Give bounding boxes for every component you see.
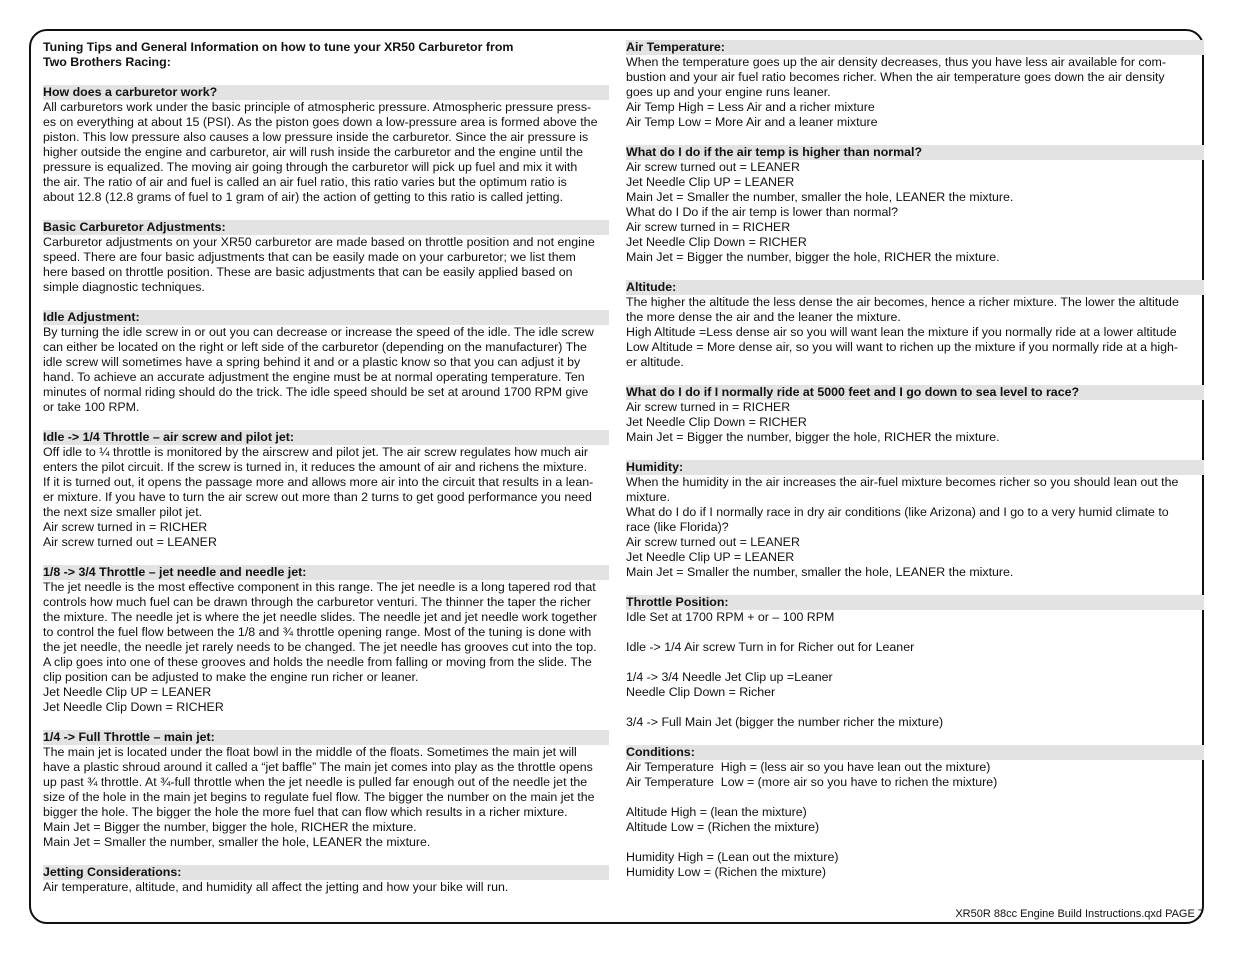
section-text-line: goes up and your engine runs leaner.	[626, 85, 831, 99]
section	[626, 280, 1204, 370]
section-text-line: speed. There are four basic adjustments that can be easily made on your carburetor; we list them	[43, 250, 576, 264]
section-text-line: hand. To achieve an accurate adjustment the engine must be at normal operating temperature. Ten	[43, 370, 585, 384]
section-text-line: size of the hole in the main jet begins to regulate fuel flow. The bigger the number on the main jet the	[43, 790, 595, 804]
section-text-line: Needle Clip Down = Richer	[626, 685, 776, 699]
section-heading: What do I do if I normally ride at 5000 feet and I go down to sea level to race?	[626, 385, 1204, 400]
section-text-line: All carburetors work under the basic principle of atmospheric pressure. Atmospheric pressure press-	[43, 100, 592, 114]
section-heading: Conditions:	[626, 745, 1204, 760]
section-text-line: Altitude High = (lean the mixture)	[626, 805, 807, 819]
section-text-line: By turning the idle screw in or out you can decrease or increase the speed of the idle. The idle screw	[43, 325, 594, 339]
section-text-line: the jet needle, the needle jet rarely needs to be changed. The jet needle has grooves cut into the top.	[43, 640, 597, 654]
section-text-line: Air screw turned out = LEANER	[626, 160, 800, 174]
section	[43, 730, 609, 850]
section	[43, 565, 609, 715]
blank-line	[626, 835, 1204, 850]
section-text-line: have a plastic shroud around it called a “jet baffle” The main jet comes into play as the throttle opens	[43, 760, 593, 774]
section-text-line: Air temperature, altitude, and humidity all affect the jetting and how your bike will run.	[43, 880, 509, 894]
section-text-line: Altitude Low = (Richen the mixture)	[626, 820, 820, 834]
section-text-line: What do I do if I normally race in dry air conditions (like Arizona) and I go to a very humid climate to	[626, 505, 1169, 519]
section-text-line: idle screw will sometimes have a spring behind it and or a plastic know so that you can adjust it by	[43, 355, 581, 369]
section-text-line: The higher the altitude the less dense the air becomes, hence a richer mixture. The lower the altitude	[626, 295, 1179, 309]
section-heading: 1/4 -> Full Throttle – main jet:	[43, 730, 609, 745]
section-text-line: What do I Do if the air temp is lower than normal?	[626, 205, 899, 219]
section-text-line: 1/4 -> 3/4 Needle Jet Clip up =Leaner	[626, 670, 833, 684]
section-text-line: Air screw turned in = RICHER	[626, 220, 791, 234]
section-text-line: 3/4 -> Full Main Jet (bigger the number richer the mixture)	[626, 715, 944, 729]
section-heading: Idle -> 1/4 Throttle – air screw and pilot jet:	[43, 430, 609, 445]
section-text-line: Humidity Low = (Richen the mixture)	[626, 865, 827, 879]
blank-line	[626, 700, 1204, 715]
section-text-line: A clip goes into one of these grooves and holds the needle from falling or moving from the slide. The	[43, 655, 592, 669]
section-text-line: Main Jet = Smaller the number, smaller the hole, LEANER the mixture.	[626, 190, 1014, 204]
section-heading: Throttle Position:	[626, 595, 1204, 610]
section-text-line: Main Jet = Smaller the number, smaller the hole, LEANER the mixture.	[43, 835, 431, 849]
left-sections	[43, 85, 609, 895]
section-text-line: piston. This low pressure also causes a low pressure inside the carburetor. Since the air pressure is	[43, 130, 589, 144]
section	[626, 595, 1204, 730]
blank-line	[626, 790, 1204, 805]
section-text-line: er mixture. If you have to turn the air screw out more than 2 turns to get good performance you need	[43, 490, 592, 504]
section-text-line: Air Temp Low = More Air and a leaner mixture	[626, 115, 878, 129]
section-text-line: about 12.8 (12.8 grams of fuel to 1 gram of air) the action of getting to this ratio is called jetting.	[43, 190, 564, 204]
section-text-line: Idle Set at 1700 RPM + or – 100 RPM	[626, 610, 835, 624]
section	[626, 385, 1204, 445]
section	[626, 745, 1204, 880]
section	[43, 430, 609, 550]
section-heading: What do I do if the air temp is higher than normal?	[626, 145, 1204, 160]
section-text-line: er altitude.	[626, 355, 684, 369]
section-text-line: The jet needle is the most effective component in this range. The jet needle is a long tapered rod that	[43, 580, 596, 594]
section-text-line: here based on throttle position. These are basic adjustments that can be easily applied based on	[43, 265, 573, 279]
section-text-line: Jet Needle Clip Down = RICHER	[626, 235, 807, 249]
page-title	[43, 40, 609, 70]
section-text-line: Air screw turned out = LEANER	[626, 535, 800, 549]
section-text-line: High Altitude =Less dense air so you will want lean the mixture if you normally ride at a lower altitude	[626, 325, 1177, 339]
section-text-line: Main Jet = Bigger the number, bigger the hole, RICHER the mixture.	[626, 430, 1000, 444]
section-text-line: Air Temp High = Less Air and a richer mixture	[626, 100, 875, 114]
section-text-line: When the temperature goes up the air density decreases, thus you have less air available for com-	[626, 55, 1166, 69]
section-text-line: or take 100 RPM.	[43, 400, 140, 414]
section-text-line: Low Altitude = More dense air, so you will want to richen up the mixture if you normally ride at a high-	[626, 340, 1179, 354]
section-text-line: higher outside the engine and carburetor, air will rush inside the carburetor and the engine until the	[43, 145, 584, 159]
left-column	[43, 40, 609, 910]
section-text-line: When the humidity in the air increases the air-fuel mixture becomes richer so you should lean out the	[626, 475, 1179, 489]
section-text-line: the more dense the air and the leaner the mixture.	[626, 310, 901, 324]
section-text-line: controls how much fuel can be drawn through the carburetor venturi. The thinner the taper the richer	[43, 595, 592, 609]
section-text-line: Air screw turned in = RICHER	[43, 520, 208, 534]
section-text-line: bigger the hole. The bigger the hole the more fuel that can flow which results in a richer mixture.	[43, 805, 568, 819]
section	[43, 220, 609, 295]
section	[626, 40, 1204, 130]
section-text-line: minutes of normal riding should do the trick. The idle speed should be set at around 1700 RPM give	[43, 385, 589, 399]
section-text-line: Jet Needle Clip Down = RICHER	[626, 415, 807, 429]
section-text-line: The main jet is located under the float bowl in the middle of the floats. Sometimes the main jet will	[43, 745, 577, 759]
section-text-line: mixture.	[626, 490, 671, 504]
section	[626, 145, 1204, 265]
section-text-line: Air Temperature High = (less air so you have lean out the mixture)	[626, 760, 991, 774]
section-text-line: enters the pilot circuit. If the screw is turned in, it reduces the amount of air and richens the mixture.	[43, 460, 588, 474]
section-text-line: Jet Needle Clip UP = LEANER	[626, 550, 795, 564]
section-text-line: Air screw turned in = RICHER	[626, 400, 791, 414]
section-text-line: Main Jet = Smaller the number, smaller the hole, LEANER the mixture.	[626, 565, 1014, 579]
section-text-line: Air screw turned out = LEANER	[43, 535, 217, 549]
blank-line	[626, 625, 1204, 640]
section-text-line: If it is turned out, it opens the passage more and allows more air into the circuit that results in a lean-	[43, 475, 594, 489]
section-heading: Air Temperature:	[626, 40, 1204, 55]
section	[43, 310, 609, 415]
section-heading: Jetting Considerations:	[43, 865, 609, 880]
section-text-line: bustion and your air fuel ratio becomes richer. When the air temperature goes down the air density	[626, 70, 1165, 84]
section-text-line: Idle -> 1/4 Air screw Turn in for Richer out for Leaner	[626, 640, 915, 654]
section-text-line: Jet Needle Clip Down = RICHER	[43, 700, 224, 714]
section-text-line: Jet Needle Clip UP = LEANER	[626, 175, 795, 189]
section-text-line: Air Temperature Low = (more air so you have to richen the mixture)	[626, 775, 998, 789]
section-text-line: up past ¾ throttle. At ¾-full throttle when the jet needle is pulled far enough out of the needle jet the	[43, 775, 588, 789]
section-text-line: to control the fuel flow between the 1/8 and ¾ throttle opening range. Most of the tuning is done with	[43, 625, 592, 639]
section-text-line: Jet Needle Clip UP = LEANER	[43, 685, 212, 699]
page-title-line: Two Brothers Racing:	[43, 55, 171, 69]
right-sections	[626, 40, 1204, 880]
blank-line	[626, 655, 1204, 670]
section-text-line: simple diagnostic techniques.	[43, 280, 205, 294]
section-heading: Basic Carburetor Adjustments:	[43, 220, 609, 235]
section-text-line: es on everything at about 15 (PSI). As the piston goes down a low-pressure area is formed above the	[43, 115, 598, 129]
section-text-line: Humidity High = (Lean out the mixture)	[626, 850, 839, 864]
section-heading: 1/8 -> 3/4 Throttle – jet needle and needle jet:	[43, 565, 609, 580]
page-footer: XR50R 88cc Engine Build Instructions.qxd PAGE 7	[955, 908, 1204, 920]
section-text-line: the mixture. The needle jet is where the jet needle slides. The needle jet and jet needle work together	[43, 610, 598, 624]
section-text-line: race (like Florida)?	[626, 520, 729, 534]
section-text-line: Main Jet = Bigger the number, bigger the hole, RICHER the mixture.	[43, 820, 417, 834]
section-heading: Humidity:	[626, 460, 1204, 475]
section-text-line: Carburetor adjustments on your XR50 carburetor are made based on throttle position and not engine	[43, 235, 595, 249]
section	[43, 85, 609, 205]
page-title-line: Tuning Tips and General Information on how to tune your XR50 Carburetor from	[43, 40, 514, 54]
section-text-line: the next size smaller pilot jet.	[43, 505, 203, 519]
section-heading: Altitude:	[626, 280, 1204, 295]
section-text-line: clip position can be adjusted to make the engine run richer or leaner.	[43, 670, 419, 684]
section	[626, 460, 1204, 580]
section-text-line: the air. The ratio of air and fuel is called an air fuel ratio, this ratio varies but the optimum ratio is	[43, 175, 567, 189]
section	[43, 865, 609, 895]
right-column	[626, 40, 1204, 895]
section-text-line: Off idle to ¼ throttle is monitored by the airscrew and pilot jet. The air screw regulates how much air	[43, 445, 588, 459]
section-heading: How does a carburetor work?	[43, 85, 609, 100]
section-text-line: can either be located on the right or left side of the carburetor (depending on the manufacturer) The	[43, 340, 587, 354]
section-text-line: Main Jet = Bigger the number, bigger the hole, RICHER the mixture.	[626, 250, 1000, 264]
section-heading: Idle Adjustment:	[43, 310, 609, 325]
section-text-line: pressure is equalized. The moving air going through the carburetor will pick up fuel and mix it with	[43, 160, 578, 174]
